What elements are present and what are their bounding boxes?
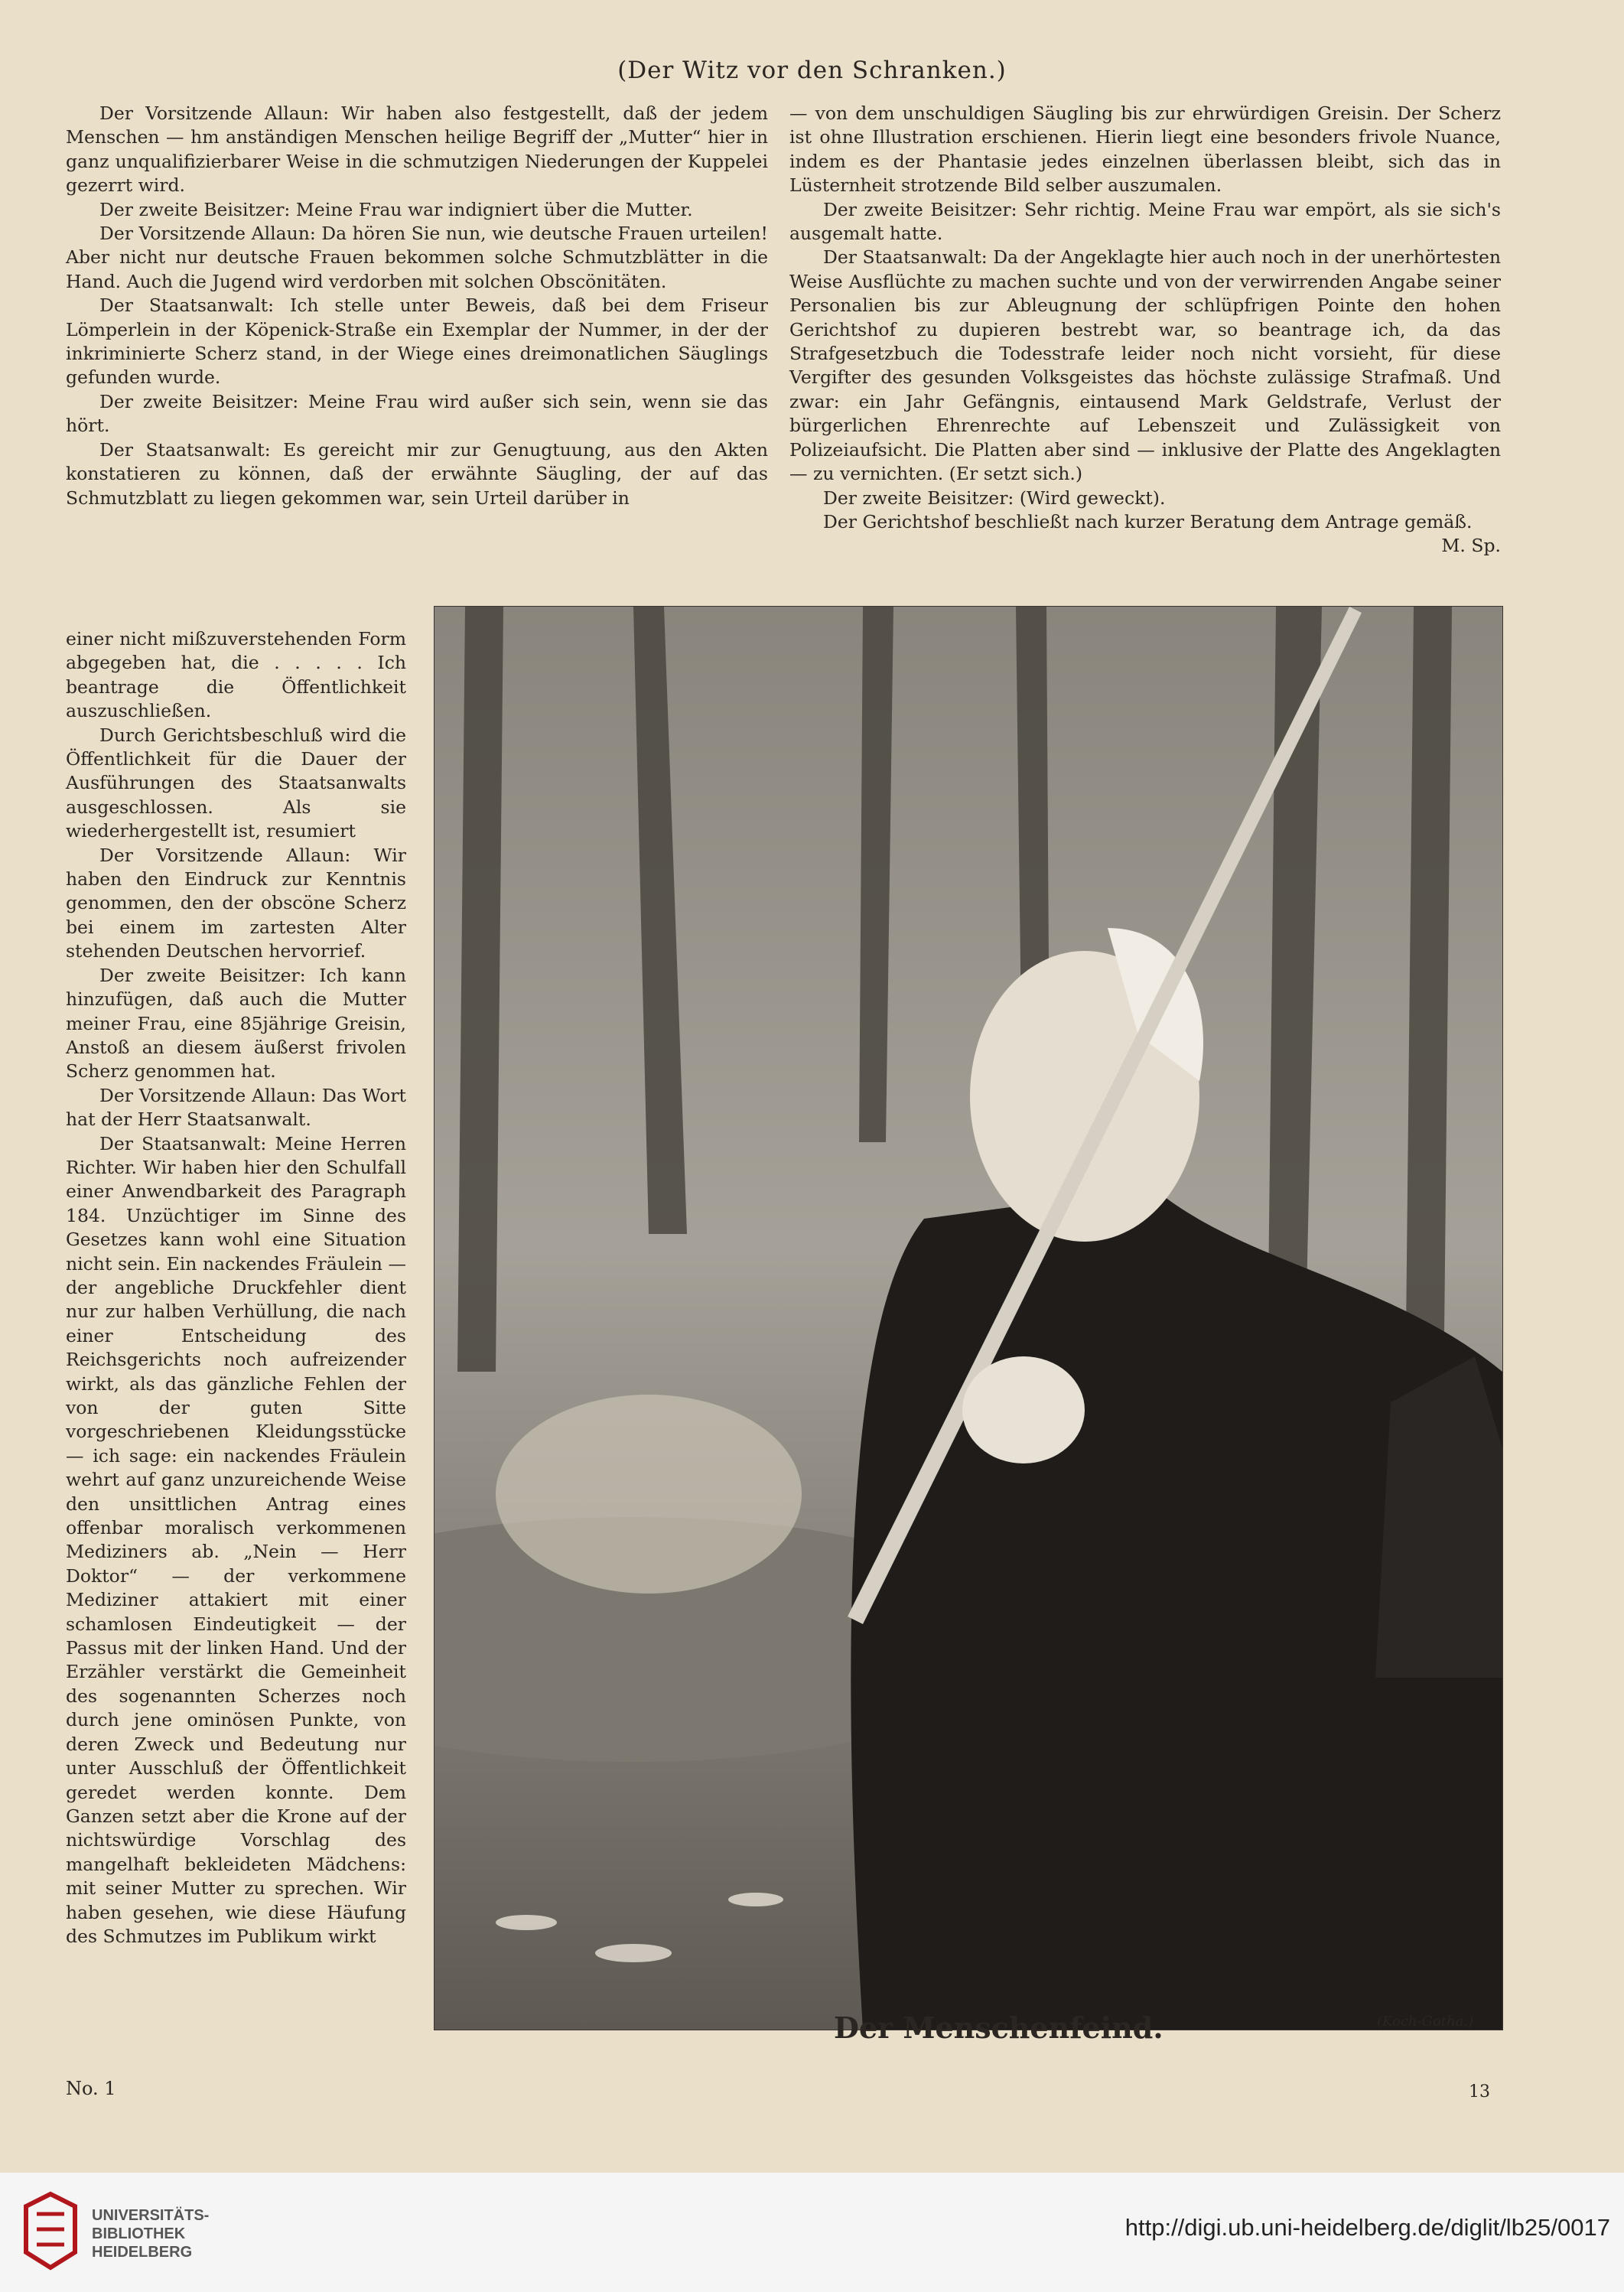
text-column-right: [789, 102, 1501, 558]
paragraph: Der zweite Beisitzer: Meine Frau war indigniert über die Mutter.: [99, 198, 693, 220]
library-name-line: UNIVERSITÄTS-: [92, 2207, 210, 2224]
illustration-der-menschenfeind: [434, 606, 1503, 2030]
paragraph: Der zweite Beisitzer: Meine Frau wird außer sich sein, wenn sie das hört.: [66, 390, 768, 437]
text-column-left-narrow: [66, 627, 406, 1949]
library-name: [92, 2206, 209, 2261]
closing-paragraph: Der Gerichtshof beschließt nach kurzer Beratung dem Antrage gemäß.: [823, 510, 1473, 532]
permalink-url[interactable]: http://digi.ub.uni-heidelberg.de/diglit/lb25/0017: [1124, 2214, 1610, 2241]
paragraph: Der Staatsanwalt: Meine Herren Richter. Wir haben hier den Schulfall einer Anwendbarkeit des Paragraph 184. Unzüchtiger im Sinne des Gesetzes kann wohl eine Situation nicht sein. Ein nackendes Fräulein — der angebliche Druckfehler dient nur zur halben Verhüllung, die nach einer Entscheidung des Reichsgerichts noch aufreizender wirkt, als das gänzliche Fehlen der von der guten Sitte vorgeschriebenen Kleidungsstücke — ich sage: ein nackendes Fräulein wehrt auf ganz unzureichende Weise den unsittlichen Antrag eines offenbar moralisch verkommenen Mediziners ab. „Nein — Herr Doktor“ — der verkommene Mediziner attakiert mit einer schamlosen Eindeutigkeit — der Passus mit der linken Hand. Und der Erzähler verstärkt die Gemeinheit des sogenannten Scherzes noch durch jene ominösen Punkte, von deren Zweck und Bedeutung nur unter Ausschluß der Öffentlichkeit geredet werden konnte. Dem Ganzen setzt aber die Krone auf der nichtswürdige Vorschlag des mangelhaft bekleideten Mädchens: mit seiner Mutter zu sprechen. Wir haben gesehen, wie diese Häufung des Schmutzes im Publikum wirkt: [66, 1132, 406, 1947]
running-header: (Der Witz vor den Schranken.): [617, 57, 1007, 84]
issue-number: No. 1: [66, 2078, 116, 2099]
illustration-drawing: [434, 607, 1502, 2030]
paragraph: Der zweite Beisitzer: (Wird geweckt).: [823, 487, 1166, 509]
paragraph: — von dem unschuldigen Säugling bis zur ehrwürdigen Greisin. Der Scherz ist ohne Illustration erschienen. Hierin liegt eine besonders frivole Nuance, indem es der Phantasie jedes einzelnen überlassen bleibt, sich das in Lüsternheit strotzende Bild selber auszumalen.: [789, 103, 1501, 197]
page-number: 13: [1469, 2082, 1490, 2102]
paragraph: [789, 510, 1501, 557]
library-name-line: HEIDELBERG: [92, 2244, 193, 2261]
illustration-caption: Der Menschenfeind.: [834, 2010, 1163, 2045]
library-name-line: BIBLIOTHEK: [92, 2225, 186, 2242]
cherub-figures: [496, 1395, 802, 1594]
paragraph: Der Vorsitzende Allaun: Das Wort hat der Herr Staatsanwalt.: [66, 1084, 406, 1131]
text-column-left-wide: [66, 102, 768, 510]
paragraph: Der Vorsitzende Allaun: Wir haben also festgestellt, daß der jedem Menschen — hm anständigen Menschen heilige Begriff der „Mutter“ hier in ganz unqualifizierbarer Weise in die schmutzigen Niederungen der Kuppelei gezerrt wird.: [66, 103, 768, 197]
old-man-hand: [962, 1356, 1085, 1463]
author-signature: M. Sp.: [1441, 535, 1501, 557]
paragraph: Der Staatsanwalt: Ich stelle unter Beweis, daß bei dem Friseur Lömperlein in der Köpenick-Straße ein Exemplar der Nummer, in der der inkriminierte Scherz stand, in der Wiege eines dreimonatlichen Säuglings gefunden wurde.: [66, 295, 768, 389]
paragraph: Der Vorsitzende Allaun: Wir haben den Eindruck zur Kenntnis genommen, den der obscöne Scherz bei einem im zartesten Alter stehenden Deutschen hervorrief.: [66, 844, 406, 962]
illustration-credit: (Koch-Gotha.): [1377, 2014, 1474, 2030]
library-footer: [0, 2173, 1624, 2292]
paragraph: einer nicht mißzuverstehenden Form abgegeben hat, die . . . . . Ich beantrage die Öffentlichkeit auszuschließen.: [66, 628, 406, 722]
paragraph: Der Vorsitzende Allaun: Da hören Sie nun, wie deutsche Frauen urteilen! Aber nicht nur deutsche Frauen bekommen solche Schmutzblätter in die Hand. Auch die Jugend wird verdorben mit solchen Obscönitäten.: [66, 223, 768, 292]
paragraph: Durch Gerichtsbeschluß wird die Öffentlichkeit für die Dauer der Ausführungen des Staatsanwalts ausgeschlossen. Als sie wiederhergestellt ist, resumiert: [66, 724, 406, 842]
library-logo-icon: [21, 2191, 80, 2271]
paragraph: Der zweite Beisitzer: Sehr richtig. Meine Frau war empört, als sie sich's ausgemalt hatte.: [789, 198, 1501, 245]
paragraph: Der Staatsanwalt: Da der Angeklagte hier auch noch in der unerhörtesten Weise Ausflüchte zu machen suchte und von der verwirrenden Angabe seiner Personalien bis zur Ableugnung der schlüpfrigen Pointe den hohen Gerichtshof zu dupieren bestrebt war, so beantrage ich, da das Strafgesetzbuch die Todesstrafe leider noch nicht vorsieht, für diese Vergifter des gesunden Volksgeistes das höchste zulässige Strafmaß. Und zwar: ein Jahr Gefängnis, eintausend Mark Geldstrafe, Verlust der bürgerlichen Ehrenrechte auf Lebenszeit und Zulässigkeit von Polizeiaufsicht. Die Platten aber sind — inklusive der Platte des Angeklagten — zu vernichten. (Er setzt sich.): [789, 246, 1501, 485]
paragraph: Der Staatsanwalt: Es gereicht mir zur Genugtuung, aus den Akten konstatieren zu können, daß der erwähnte Säugling, der auf das Schmutzblatt zu liegen gekommen war, sein Urteil darüber in: [66, 438, 768, 509]
dark-figure-right: [1375, 1356, 1502, 1678]
paragraph: Der zweite Beisitzer: Ich kann hinzufügen, daß auch die Mutter meiner Frau, eine 85jährige Greisin, Anstoß an diesem äußerst frivolen Scherz genommen hat.: [66, 964, 406, 1083]
